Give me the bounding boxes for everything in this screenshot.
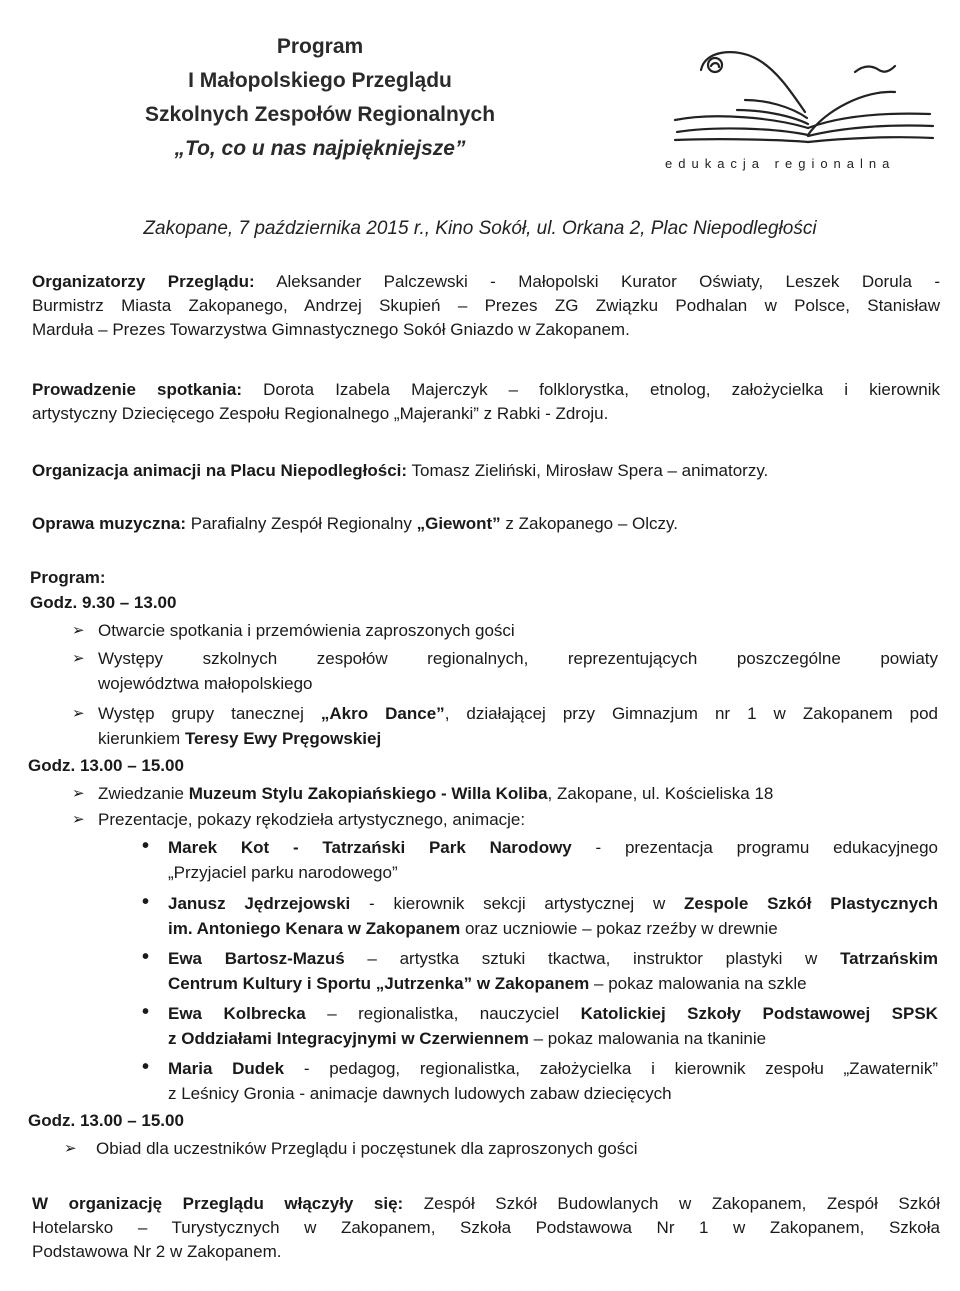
block1-item1: Otwarcie spotkania i przemówienia zaproszonych gości <box>98 621 515 640</box>
title-line-1: Program <box>276 35 364 58</box>
partners-text-1: Zespół Szkół Budowlanych w Zakopanem, Zespół Szkół <box>423 1194 940 1213</box>
block2-sub5-line1: Maria Dudek - pedagog, regionalistka, założycielka i kierownik zespołu „Zawaternik” <box>168 1059 938 1078</box>
round-bullet-icon: • <box>142 835 150 857</box>
block2-item1: Zwiedzanie Muzeum Stylu Zakopiańskiego - Willa Koliba, Zakopane, ul. Kościeliska 18 <box>98 784 774 803</box>
block2-sub3-line1: Ewa Bartosz-Mazuś – artystka sztuki tkactwa, instruktor plastyki w Tatrzańskim <box>168 949 939 968</box>
block1-item2-line2: województwa małopolskiego <box>98 674 313 693</box>
arrow-bullet-icon: ➢ <box>72 785 85 802</box>
animation-text: Tomasz Zieliński, Mirosław Spera – animatorzy. <box>411 461 769 480</box>
block2-sub5-line2: z Leśnicy Gronia - animacje dawnych ludowych zabaw dziecięcych <box>168 1084 672 1103</box>
music-pre: Parafialny Zespół Regionalny <box>190 514 412 533</box>
event-place: Zakopane, 7 października 2015 r., Kino Sokół, ul. Orkana 2, Plac Niepodległości <box>143 218 817 239</box>
block2-sub4-line2: z Oddziałami Integracyjnymi w Czerwiennem – pokaz malowania na tkaninie <box>168 1029 767 1048</box>
block2-sub2-line1: Janusz Jędrzejowski - kierownik sekcji artystycznej w Zespole Szkół Plastycznych <box>168 894 938 913</box>
document-title <box>80 30 560 166</box>
arrow-bullet-icon: ➢ <box>72 811 85 828</box>
block1-time: Godz. 9.30 – 13.00 <box>30 593 177 612</box>
program-label: Program: <box>30 568 106 587</box>
animation-label: Organizacja animacji na Placu Niepodległości: <box>32 461 408 480</box>
block3-item1: Obiad dla uczestników Przeglądu i poczęstunek dla zaproszonych gości <box>96 1139 638 1158</box>
animation-paragraph <box>32 459 940 483</box>
title-line-2: I Małopolskiego Przeglądu <box>188 69 452 92</box>
logo-caption: edukacja regionalna <box>665 156 896 171</box>
arrow-bullet-icon: ➢ <box>72 705 85 722</box>
round-bullet-icon: • <box>142 1001 150 1023</box>
music-bold: „Giewont” <box>416 514 501 533</box>
round-bullet-icon: • <box>142 946 150 968</box>
host-paragraph <box>32 378 940 426</box>
music-post: z Zakopanego – Olczy. <box>505 514 678 533</box>
host-label: Prowadzenie spotkania: <box>32 380 243 399</box>
arrow-bullet-icon: ➢ <box>64 1140 77 1157</box>
organizers-text-3: Marduła – Prezes Towarzystwa Gimnastycznego Sokół Gniazdo w Zakopanem. <box>32 320 630 339</box>
organizers-label: Organizatorzy Przeglądu: <box>32 272 255 291</box>
arrow-bullet-icon: ➢ <box>72 622 85 639</box>
title-line-3: Szkolnych Zespołów Regionalnych <box>144 103 496 126</box>
block2-item2: Prezentacje, pokazy rękodzieła artystycznego, animacje: <box>98 810 526 829</box>
organizers-paragraph <box>32 270 940 342</box>
block2-sub4-line1: Ewa Kolbrecka – regionalistka, nauczyciel Katolickiej Szkoły Podstawowej SPSK <box>168 1004 938 1023</box>
block3-time: Godz. 13.00 – 15.00 <box>28 1111 184 1130</box>
organizers-text-1: Aleksander Palczewski - Małopolski Kurator Oświaty, Leszek Dorula - <box>276 272 940 291</box>
block2-sub3-line2: Centrum Kultury i Sportu „Jutrzenka” w Zakopanem – pokaz malowania na szkle <box>168 974 807 993</box>
motto: „To, co u nas najpiękniejsze” <box>174 137 466 160</box>
host-text-1: Dorota Izabela Majerczyk – folklorystka, etnolog, założycielka i kierownik <box>263 380 940 399</box>
partners-label: W organizację Przeglądu włączyły się: <box>32 1194 404 1213</box>
block1-item2-line1: Występy szkolnych zespołów regionalnych, reprezentujących poszczególne powiaty <box>98 649 938 668</box>
block2-sub1-line1: Marek Kot - Tatrzański Park Narodowy - prezentacja programu edukacyjnego <box>168 838 939 857</box>
round-bullet-icon: • <box>142 891 150 913</box>
host-text-2: artystyczny Dziecięcego Zespołu Regionalnego „Majeranki” z Rabki - Zdroju. <box>32 404 609 423</box>
music-label: Oprawa muzyczna: <box>32 514 186 533</box>
music-paragraph <box>32 512 940 536</box>
block1-item3-line2: kierunkiem Teresy Ewy Pręgowskiej <box>98 729 382 748</box>
partners-text-3: Podstawowa Nr 2 w Zakopanem. <box>32 1242 282 1261</box>
block1-item3-line1: Występ grupy tanecznej „Akro Dance”, działającej przy Gimnazjum nr 1 w Zakopanem pod <box>98 704 939 723</box>
round-bullet-icon: • <box>142 1056 150 1078</box>
block2-sub2-line2: im. Antoniego Kenara w Zakopanem oraz uczniowie – pokaz rzeźby w drewnie <box>168 919 778 938</box>
partners-paragraph <box>32 1192 940 1264</box>
block2-time: Godz. 13.00 – 15.00 <box>28 756 184 775</box>
organizers-text-2: Burmistrz Miasta Zakopanego, Andrzej Skupień – Prezes ZG Związku Podhalan w Polsce, Stanisław <box>32 296 940 315</box>
arrow-bullet-icon: ➢ <box>72 650 85 667</box>
partners-text-2: Hotelarsko – Turystycznych w Zakopanem, Szkoła Podstawowa Nr 1 w Zakopanem, Szkoła <box>32 1218 940 1237</box>
block2-sub1-line2: „Przyjaciel parku narodowego” <box>168 863 398 882</box>
